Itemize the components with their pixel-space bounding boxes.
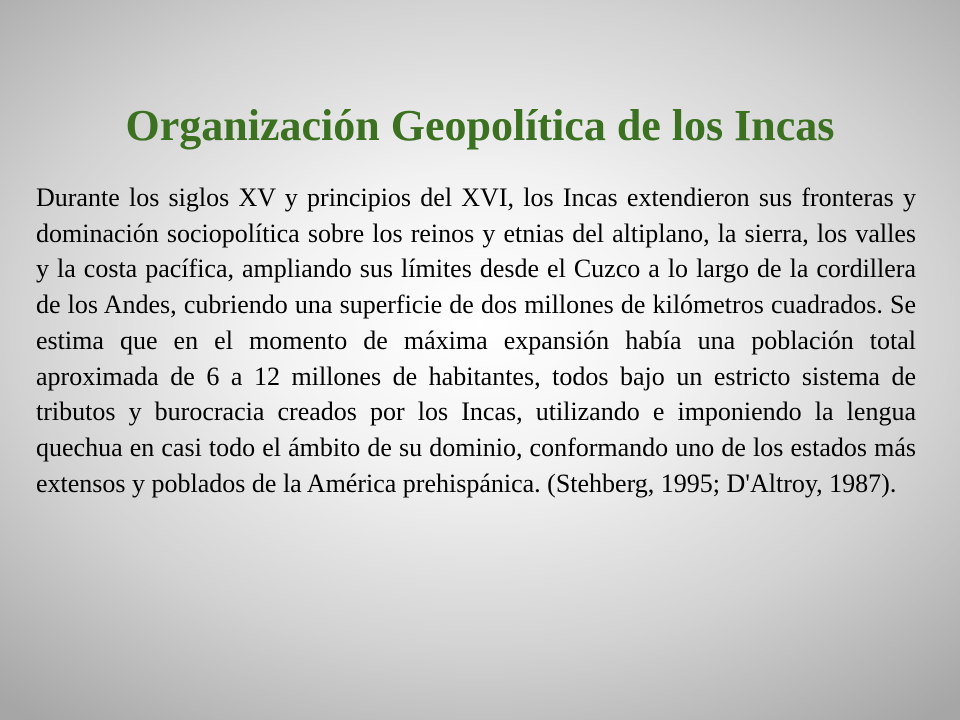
slide-title: Organización Geopolítica de los Incas [125,101,835,150]
slide-body-text: Durante los siglos XV y principios del XVI, los Incas extendieron sus fronteras y dominación sociopolítica sobre los reinos y etnias del altiplano, la sierra, los valles y la costa pacífica, ampliando sus límites desde el Cuzco a lo largo de la cordillera de los Andes, cubriendo una superficie de dos millones de kilómetros cuadrados. Se estima que en el momento de máxima expansión había una población total aproximada de 6 a 12 millones de habitantes, todos bajo un estricto sistema de tributos y burocracia creados por los Incas, utilizando e imponiendo la lengua quechua en casi todo el ámbito de su dominio, conformando uno de los estados más extensos y poblados de la América prehispánica. (Stehberg, 1995; D'Altroy, 1987). [36,183,916,498]
